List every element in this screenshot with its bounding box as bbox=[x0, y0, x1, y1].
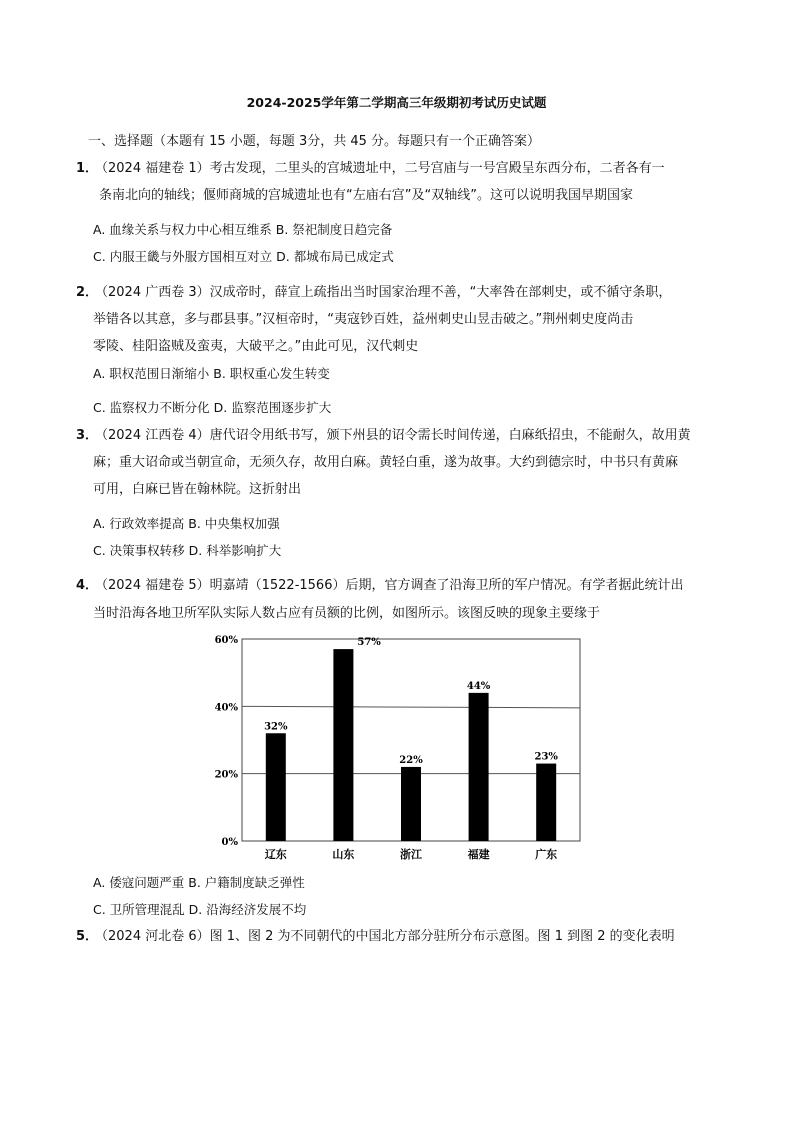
question-text: （2024 河北卷 6）图 1、图 2 为不同朝代的中国北方部分驻所分布示意图。图 1 到图 2 的变化表明 bbox=[95, 929, 675, 944]
section-heading: 一、选择题（本题有 15 小题，每题 3分，共 45 分。每题只有一个正确答案） bbox=[88, 134, 541, 149]
options-cd: C. 卫所管理混乱 D. 沿海经济发展不均 bbox=[93, 902, 307, 917]
question-text: 零陵、桂阳盗贼及蛮夷，大破平之。”由此可见，汉代刺史 bbox=[93, 339, 419, 354]
question-number: 3． bbox=[76, 428, 99, 443]
question-text: 条南北向的轴线；偃师商城的宫城遗址也有“左庙右宫”及“双轴线”。这可以说明我国早期国家 bbox=[99, 188, 633, 203]
y-tick-label: 20% bbox=[214, 769, 238, 781]
data-label: 32% bbox=[264, 721, 288, 733]
options-cd: C. 内服王畿与外服方国相互对立 D. 都城布局已成定式 bbox=[93, 249, 394, 264]
bar-chart bbox=[210, 630, 590, 865]
options-cd: C. 决策事权转移 D. 科举影响扩大 bbox=[93, 543, 282, 558]
x-tick-label: 广东 bbox=[535, 848, 558, 861]
chart-bars bbox=[266, 649, 556, 841]
x-tick-label: 福建 bbox=[467, 848, 490, 861]
question-number: 1． bbox=[76, 161, 99, 176]
question-text: 麻；重大诏命或当朝宣命，无须久存，故用白麻。黄轻白重，遂为故事。大约到德宗时，中书只有黄麻 bbox=[93, 455, 679, 470]
question-text: 举错各以其意，多与郡县事。”汉桓帝时，“夷寇钞百姓，益州刺史山昱击破之。”荆州刺史度尚击 bbox=[93, 312, 634, 327]
question-text: （2024 广西卷 3）汉成帝时，薛宣上疏指出当时国家治理不善，“大率咎在部刺史，或不循守条职， bbox=[95, 285, 672, 300]
question-text: 当时沿海各地卫所军队实际人数占应有员额的比例，如图所示。该图反映的现象主要缘于 bbox=[93, 606, 601, 621]
question-text: 可用，白麻已皆在翰林院。这折射出 bbox=[93, 482, 302, 497]
x-tick-label: 辽东 bbox=[264, 848, 287, 861]
gridline bbox=[242, 706, 580, 708]
options-ab: A. 行政效率提高 B. 中央集权加强 bbox=[93, 516, 280, 531]
question-number: 2． bbox=[76, 285, 99, 300]
options-cd: C. 监察权力不断分化 D. 监察范围逐步扩大 bbox=[93, 400, 332, 415]
question-text: （2024 福建卷 1）考古发现，二里头的宫城遗址中，二号宫庙与一号宫殿呈东西分布，二者各有一 bbox=[95, 161, 665, 176]
y-tick-label: 0% bbox=[221, 837, 238, 848]
bar bbox=[536, 764, 556, 841]
doc-title: 2024-2025学年第二学期高三年级期初考试历史试题 bbox=[246, 95, 547, 110]
x-tick-label: 山东 bbox=[332, 848, 355, 861]
data-label: 44% bbox=[466, 680, 491, 692]
x-tick-label: 浙江 bbox=[400, 848, 422, 861]
y-tick-label: 40% bbox=[214, 702, 238, 714]
data-label: 57% bbox=[357, 637, 381, 649]
bar bbox=[333, 649, 353, 841]
data-label: 23% bbox=[534, 751, 558, 763]
question-number: 5． bbox=[76, 929, 99, 944]
options-ab: A. 血缘关系与权力中心相互维系 B. 祭祀制度日趋完备 bbox=[93, 222, 393, 237]
bar bbox=[401, 767, 421, 841]
options-ab: A. 倭寇问题严重 B. 户籍制度缺乏弹性 bbox=[93, 875, 305, 890]
options-ab: A. 职权范围日渐缩小 B. 职权重心发生转变 bbox=[93, 366, 330, 381]
bar bbox=[266, 733, 286, 841]
y-tick-label: 60% bbox=[214, 635, 238, 646]
question-text: （2024 江西卷 4）唐代诏令用纸书写，颁下州县的诏令需长时间传递，白麻纸招虫，不能耐久，故用黄 bbox=[95, 428, 691, 443]
question-text: （2024 福建卷 5）明嘉靖（1522-1566）后期，官方调查了沿海卫所的军户情况。有学者据此统计出 bbox=[95, 578, 684, 593]
bar bbox=[469, 693, 489, 841]
data-label: 22% bbox=[399, 754, 423, 766]
question-number: 4． bbox=[76, 578, 99, 593]
